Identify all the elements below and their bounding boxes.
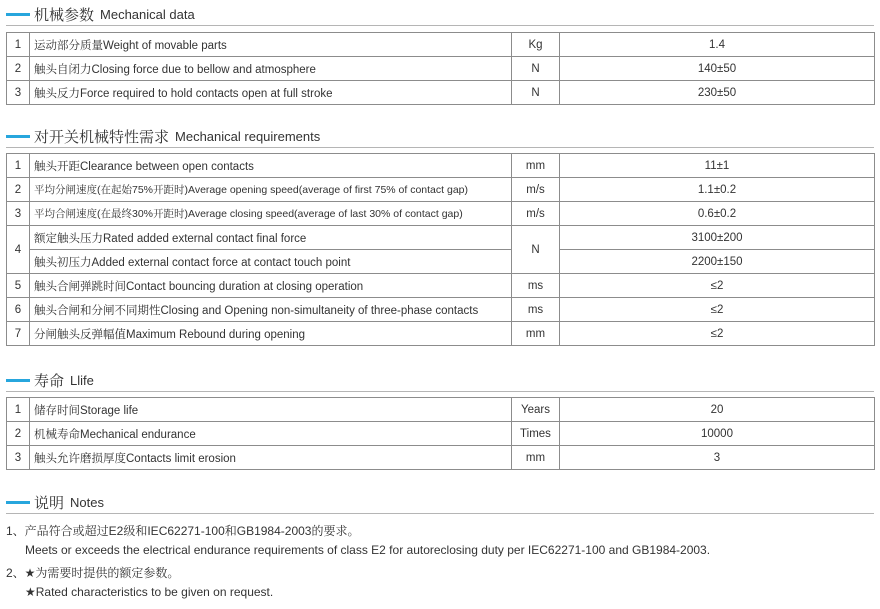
section-title-zh: 说明: [34, 493, 65, 512]
table-row: [7, 398, 875, 422]
row-description: 运动部分质量Weight of movable parts: [30, 33, 512, 57]
row-number: 1: [7, 33, 30, 57]
row-unit: mm: [512, 154, 560, 178]
row-description: 分闸触头反弹幅值Maximum Rebound during opening: [30, 322, 512, 346]
table-row: [7, 274, 875, 298]
row-number: 3: [7, 202, 30, 226]
row-unit: Kg: [512, 33, 560, 57]
row-value: 1.4: [560, 33, 875, 57]
accent-bar: [6, 501, 30, 504]
row-description: 触头允许磨损厚度Contacts limit erosion: [30, 446, 512, 470]
note-line: Meets or exceeds the electrical endurance requirements of class E2 for autoreclosing duty per IEC62271-100 and GB1984-2003.: [25, 543, 711, 557]
table-row: [7, 57, 875, 81]
row-description: 触头合闸弹跳时间Contact bouncing duration at closing operation: [30, 274, 512, 298]
row-unit: mm: [512, 322, 560, 346]
row-unit: ms: [512, 298, 560, 322]
row-value: ≤2: [560, 322, 875, 346]
table-row: [7, 178, 875, 202]
section-title-life: [6, 370, 94, 390]
mechanical-data-table: [6, 32, 875, 105]
row-unit: Times: [512, 422, 560, 446]
row-value: ≤2: [560, 274, 875, 298]
section-title-zh: 寿命: [34, 371, 65, 390]
table-row: [7, 322, 875, 346]
row-value: 3100±200: [560, 226, 875, 250]
row-value: ≤2: [560, 298, 875, 322]
section-title-en: Notes: [70, 494, 104, 510]
table-row: [7, 202, 875, 226]
section-title-mechanical-data: [6, 4, 195, 24]
row-number: 2: [7, 57, 30, 81]
row-description: 平均合闸速度(在最终30%开距时)Average closing speed(average of last 30% of contact gap): [30, 202, 512, 226]
row-description: 触头自闭力Closing force due to bellow and atmosphere: [30, 57, 512, 81]
row-number: 1: [7, 398, 30, 422]
section-divider: [6, 25, 874, 26]
table-row: [7, 81, 875, 105]
row-number: 5: [7, 274, 30, 298]
section-title-notes: [6, 492, 104, 512]
row-description: 额定触头压力Rated added external contact final force: [30, 226, 512, 250]
row-number: 1: [7, 154, 30, 178]
row-unit: ms: [512, 274, 560, 298]
row-value: 10000: [560, 422, 875, 446]
life-table: [6, 397, 875, 470]
accent-bar: [6, 379, 30, 382]
row-unit: mm: [512, 446, 560, 470]
table-row: [7, 250, 875, 274]
row-value: 230±50: [560, 81, 875, 105]
row-description: 平均分闸速度(在起始75%开距时)Average opening speed(average of first 75% of contact gap): [30, 178, 512, 202]
table-row: [7, 298, 875, 322]
section-divider: [6, 391, 874, 392]
section-title-en: Mechanical data: [100, 6, 195, 22]
section-title-zh: 机械参数: [34, 5, 95, 24]
row-value: 1.1±0.2: [560, 178, 875, 202]
row-value: 140±50: [560, 57, 875, 81]
row-unit: Years: [512, 398, 560, 422]
row-value: 11±1: [560, 154, 875, 178]
row-description: 触头开距Clearance between open contacts: [30, 154, 512, 178]
row-number: 7: [7, 322, 30, 346]
row-number: 4: [7, 226, 30, 274]
row-unit: m/s: [512, 202, 560, 226]
row-description: 触头合闸和分闸不同期性Closing and Opening non-simultaneity of three-phase contacts: [30, 298, 512, 322]
accent-bar: [6, 13, 30, 16]
table-row: [7, 154, 875, 178]
section-divider: [6, 147, 874, 148]
row-description: 机械寿命Mechanical endurance: [30, 422, 512, 446]
section-title-mechanical-requirements: [6, 126, 320, 146]
row-number: 6: [7, 298, 30, 322]
note-line: ★Rated characteristics to be given on request.: [25, 585, 274, 599]
row-number: 2: [7, 178, 30, 202]
row-unit: N: [512, 81, 560, 105]
row-description: 触头初压力Added external contact force at contact touch point: [30, 250, 512, 274]
section-title-zh: 对开关机械特性需求: [34, 127, 170, 146]
row-description: 触头反力Force required to hold contacts open at full stroke: [30, 81, 512, 105]
section-title-en: Mechanical requirements: [175, 128, 321, 144]
row-number: 3: [7, 446, 30, 470]
row-unit: m/s: [512, 178, 560, 202]
note-line: 1、产品符合或超过E2级和IEC62271-100和GB1984-2003的要求。: [6, 524, 360, 538]
row-description: 储存时间Storage life: [30, 398, 512, 422]
table-row: [7, 226, 875, 250]
table-row: [7, 446, 875, 470]
section-divider: [6, 513, 874, 514]
section-title-en: Llife: [70, 372, 94, 388]
row-unit: N: [512, 57, 560, 81]
row-unit: N: [512, 226, 560, 274]
row-value: 0.6±0.2: [560, 202, 875, 226]
row-value: 20: [560, 398, 875, 422]
table-row: [7, 33, 875, 57]
mechanical-requirements-table: [6, 153, 875, 346]
accent-bar: [6, 135, 30, 138]
row-number: 2: [7, 422, 30, 446]
row-value: 3: [560, 446, 875, 470]
row-number: 3: [7, 81, 30, 105]
note-line: 2、★为需要时提供的额定参数。: [6, 566, 180, 580]
table-row: [7, 422, 875, 446]
row-value: 2200±150: [560, 250, 875, 274]
